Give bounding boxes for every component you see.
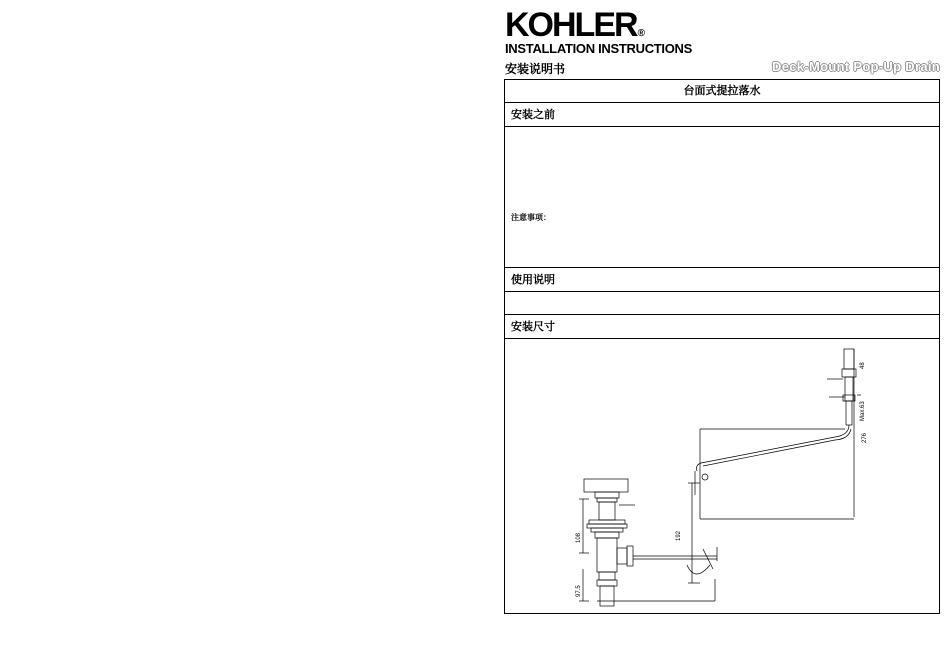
product-title-row	[505, 80, 939, 103]
section-header-usage	[505, 268, 939, 292]
dimension-108: 108	[576, 532, 582, 543]
installation-dimension-drawing	[505, 339, 939, 613]
drain-cap	[584, 479, 628, 492]
product-title-cn: 台面式提拉落水	[683, 84, 761, 97]
section-header-before-install	[505, 103, 939, 127]
installation-instructions-title-cn: 安装说明书	[505, 62, 566, 76]
notes-label: 注意事项：	[511, 213, 551, 222]
instruction-table	[504, 79, 940, 614]
dimension-192: 192	[676, 530, 682, 541]
drain-technical-drawing	[505, 339, 939, 613]
installation-instructions-title: INSTALLATION INSTRUCTIONS	[505, 41, 693, 56]
brand-name: KOHLER	[505, 6, 637, 44]
section-heading-dimensions: 安装尺寸	[511, 320, 555, 333]
section-heading-usage: 使用说明	[511, 273, 555, 286]
section-header-dimensions	[505, 315, 939, 339]
section-heading-before-install: 安装之前	[511, 108, 555, 121]
section-body-before-install	[505, 127, 939, 268]
dimension-276: 276	[862, 432, 868, 443]
product-name-en: Deck-Mount Pop-Up Drain	[772, 59, 940, 74]
dimension-max63: Max.63	[860, 401, 866, 421]
lift-knob	[844, 349, 854, 369]
dimension-48: 48	[860, 362, 866, 369]
registered-mark: ®	[637, 28, 645, 39]
dimension-97-5: 97.5	[576, 585, 582, 597]
section-body-usage	[505, 292, 939, 315]
